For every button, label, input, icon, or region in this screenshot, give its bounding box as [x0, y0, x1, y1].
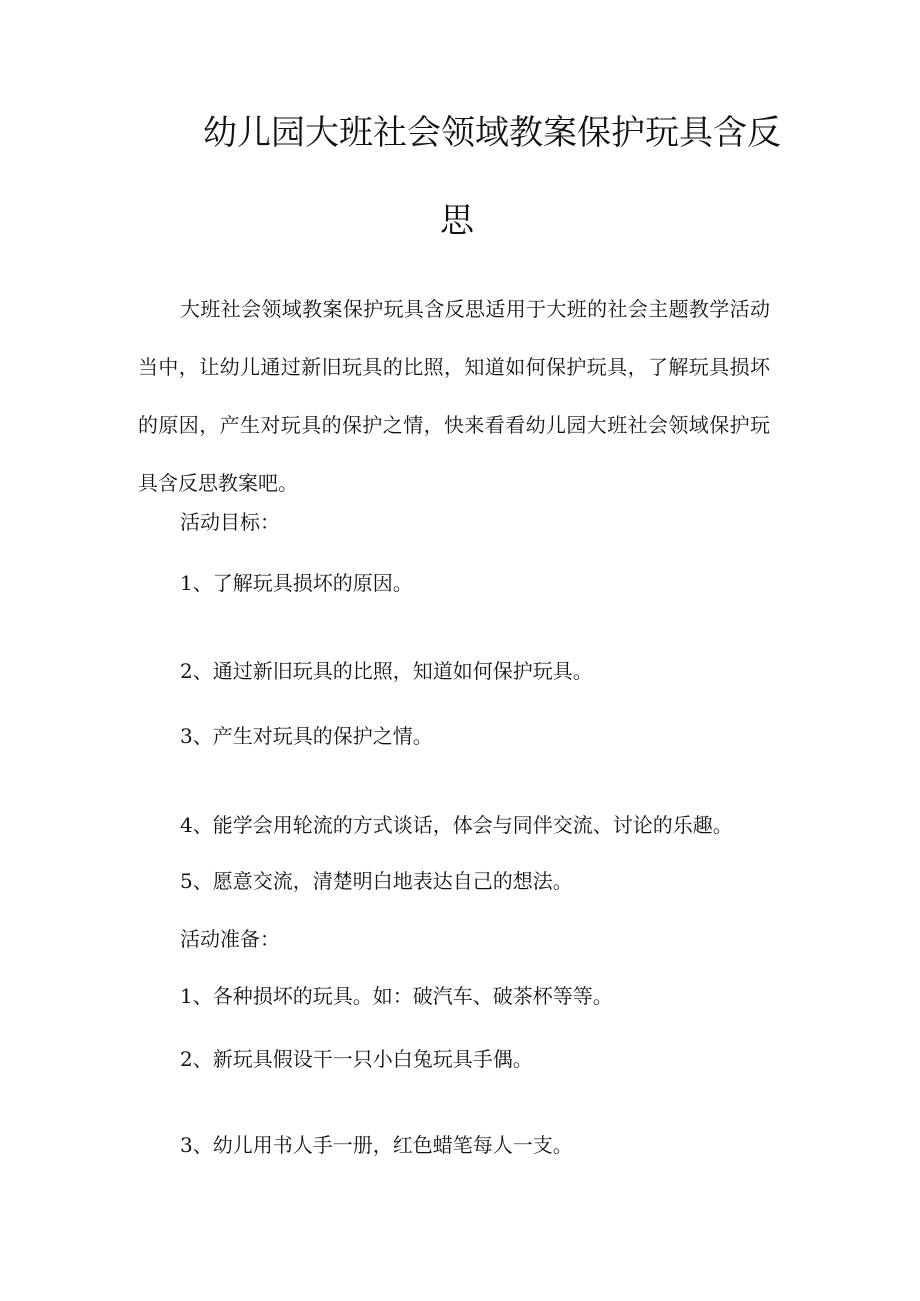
document-title-line-1: 幼儿园大班社会领域教案保护玩具含反 [203, 113, 781, 153]
goal-item: 5、愿意交流，清楚明白地表达自己的想法。 [180, 869, 573, 893]
preparation-heading: 活动准备： [180, 927, 280, 951]
goal-item: 2、通过新旧玩具的比照，知道如何保护玩具。 [180, 659, 593, 683]
document-title-line-2: 思 [440, 201, 474, 241]
preparation-item: 3、幼儿用书人手一册，红色蜡笔每人一支。 [180, 1133, 573, 1157]
preparation-item: 2、新玩具假设干一只小白兔玩具手偶。 [180, 1047, 533, 1071]
goals-heading: 活动目标： [180, 510, 280, 534]
goal-item: 1、了解玩具损坏的原因。 [180, 571, 413, 595]
intro-paragraph: 大班社会领域教案保护玩具含反思适用于大班的社会主题教学活动当中，让幼儿通过新旧玩具的比照，知道如何保护玩具，了解玩具损坏的原因，产生对玩具的保护之情，快来看看幼儿园大班社会领域保护玩具含反思教案吧。 [138, 297, 770, 495]
goal-item: 3、产生对玩具的保护之情。 [180, 724, 433, 748]
preparation-item: 1、各种损坏的玩具。如：破汽车、破茶杯等等。 [180, 984, 613, 1008]
goal-item: 4、能学会用轮流的方式谈话，体会与同伴交流、讨论的乐趣。 [180, 813, 733, 837]
